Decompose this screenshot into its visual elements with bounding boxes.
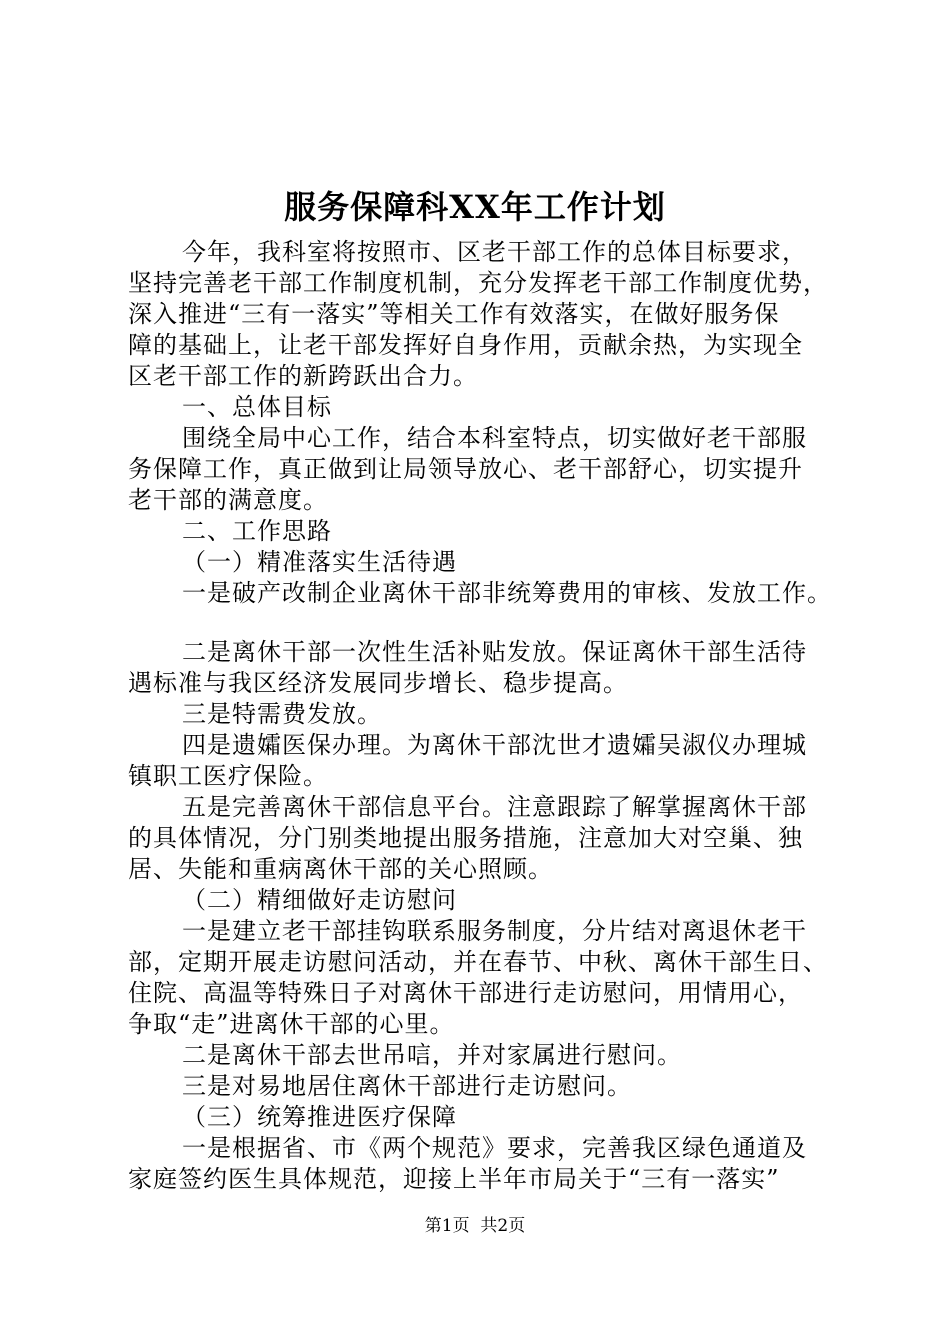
paragraph-line: 深入推进“三有一落实”等相关工作有效落实，在做好服务保	[128, 300, 780, 328]
page-footer: 第1页 共2页	[424, 1216, 526, 1236]
paragraph-line: 居、失能和重病离休干部的关心照顾。	[128, 855, 553, 883]
paragraph-line: 遇标准与我区经济发展同步增长、稳步提高。	[128, 669, 628, 697]
paragraph-line: 的具体情况，分门别类地提出服务措施，注意加大对空巢、独	[128, 824, 803, 852]
paragraph-line: 老干部的满意度。	[128, 486, 328, 514]
subsection-heading: （三）统筹推进医疗保障	[182, 1103, 457, 1131]
section-heading: 一、总体目标	[182, 393, 332, 421]
paragraph-line: 一是建立老干部挂钩联系服务制度，分片结对离退休老干	[182, 917, 807, 945]
subsection-heading: （一）精准落实生活待遇	[182, 548, 457, 576]
paragraph-line: 今年，我科室将按照市、区老干部工作的总体目标要求，	[182, 238, 807, 266]
page-title: 服务保障科XX年工作计划	[284, 188, 666, 226]
paragraph-line: 住院、高温等特殊日子对离休干部进行走访慰问，用情用心，	[128, 979, 803, 1007]
paragraph-line: 争取“走”进离休干部的心里。	[128, 1010, 455, 1038]
subsection-heading: （二）精细做好走访慰问	[182, 886, 457, 914]
paragraph-line: 障的基础上，让老干部发挥好自身作用，贡献余热，为实现全	[128, 331, 803, 359]
paragraph-line: 一是根据省、市《两个规范》要求，完善我区绿色通道及	[182, 1134, 807, 1162]
section-heading: 二、工作思路	[182, 517, 332, 545]
paragraph-line: 三是对易地居住离休干部进行走访慰问。	[182, 1072, 632, 1100]
paragraph-line: 坚持完善老干部工作制度机制，充分发挥老干部工作制度优势，	[128, 269, 828, 297]
paragraph-line: 五是完善离休干部信息平台。注意跟踪了解掌握离休干部	[182, 793, 807, 821]
paragraph-line: 一是破产改制企业离休干部非统筹费用的审核、发放工作。	[182, 579, 832, 607]
paragraph-line: 二是离休干部一次性生活补贴发放。保证离休干部生活待	[182, 638, 807, 666]
paragraph-line: 务保障工作，真正做到让局领导放心、老干部舒心，切实提升	[128, 455, 803, 483]
paragraph-line: 围绕全局中心工作，结合本科室特点，切实做好老干部服	[182, 424, 807, 452]
paragraph-line: 部，定期开展走访慰问活动，并在春节、中秋、离休干部生日、	[128, 948, 828, 976]
paragraph-line: 家庭签约医生具体规范，迎接上半年市局关于“三有一落实”	[128, 1165, 780, 1193]
paragraph-line: 三是特需费发放。	[182, 700, 382, 728]
paragraph-line: 四是遗孀医保办理。为离休干部沈世才遗孀吴淑仪办理城	[182, 731, 807, 759]
paragraph-line: 镇职工医疗保险。	[128, 762, 328, 790]
paragraph-line: 区老干部工作的新跨跃出合力。	[128, 362, 478, 390]
paragraph-line: 二是离休干部去世吊唁，并对家属进行慰问。	[182, 1041, 682, 1069]
